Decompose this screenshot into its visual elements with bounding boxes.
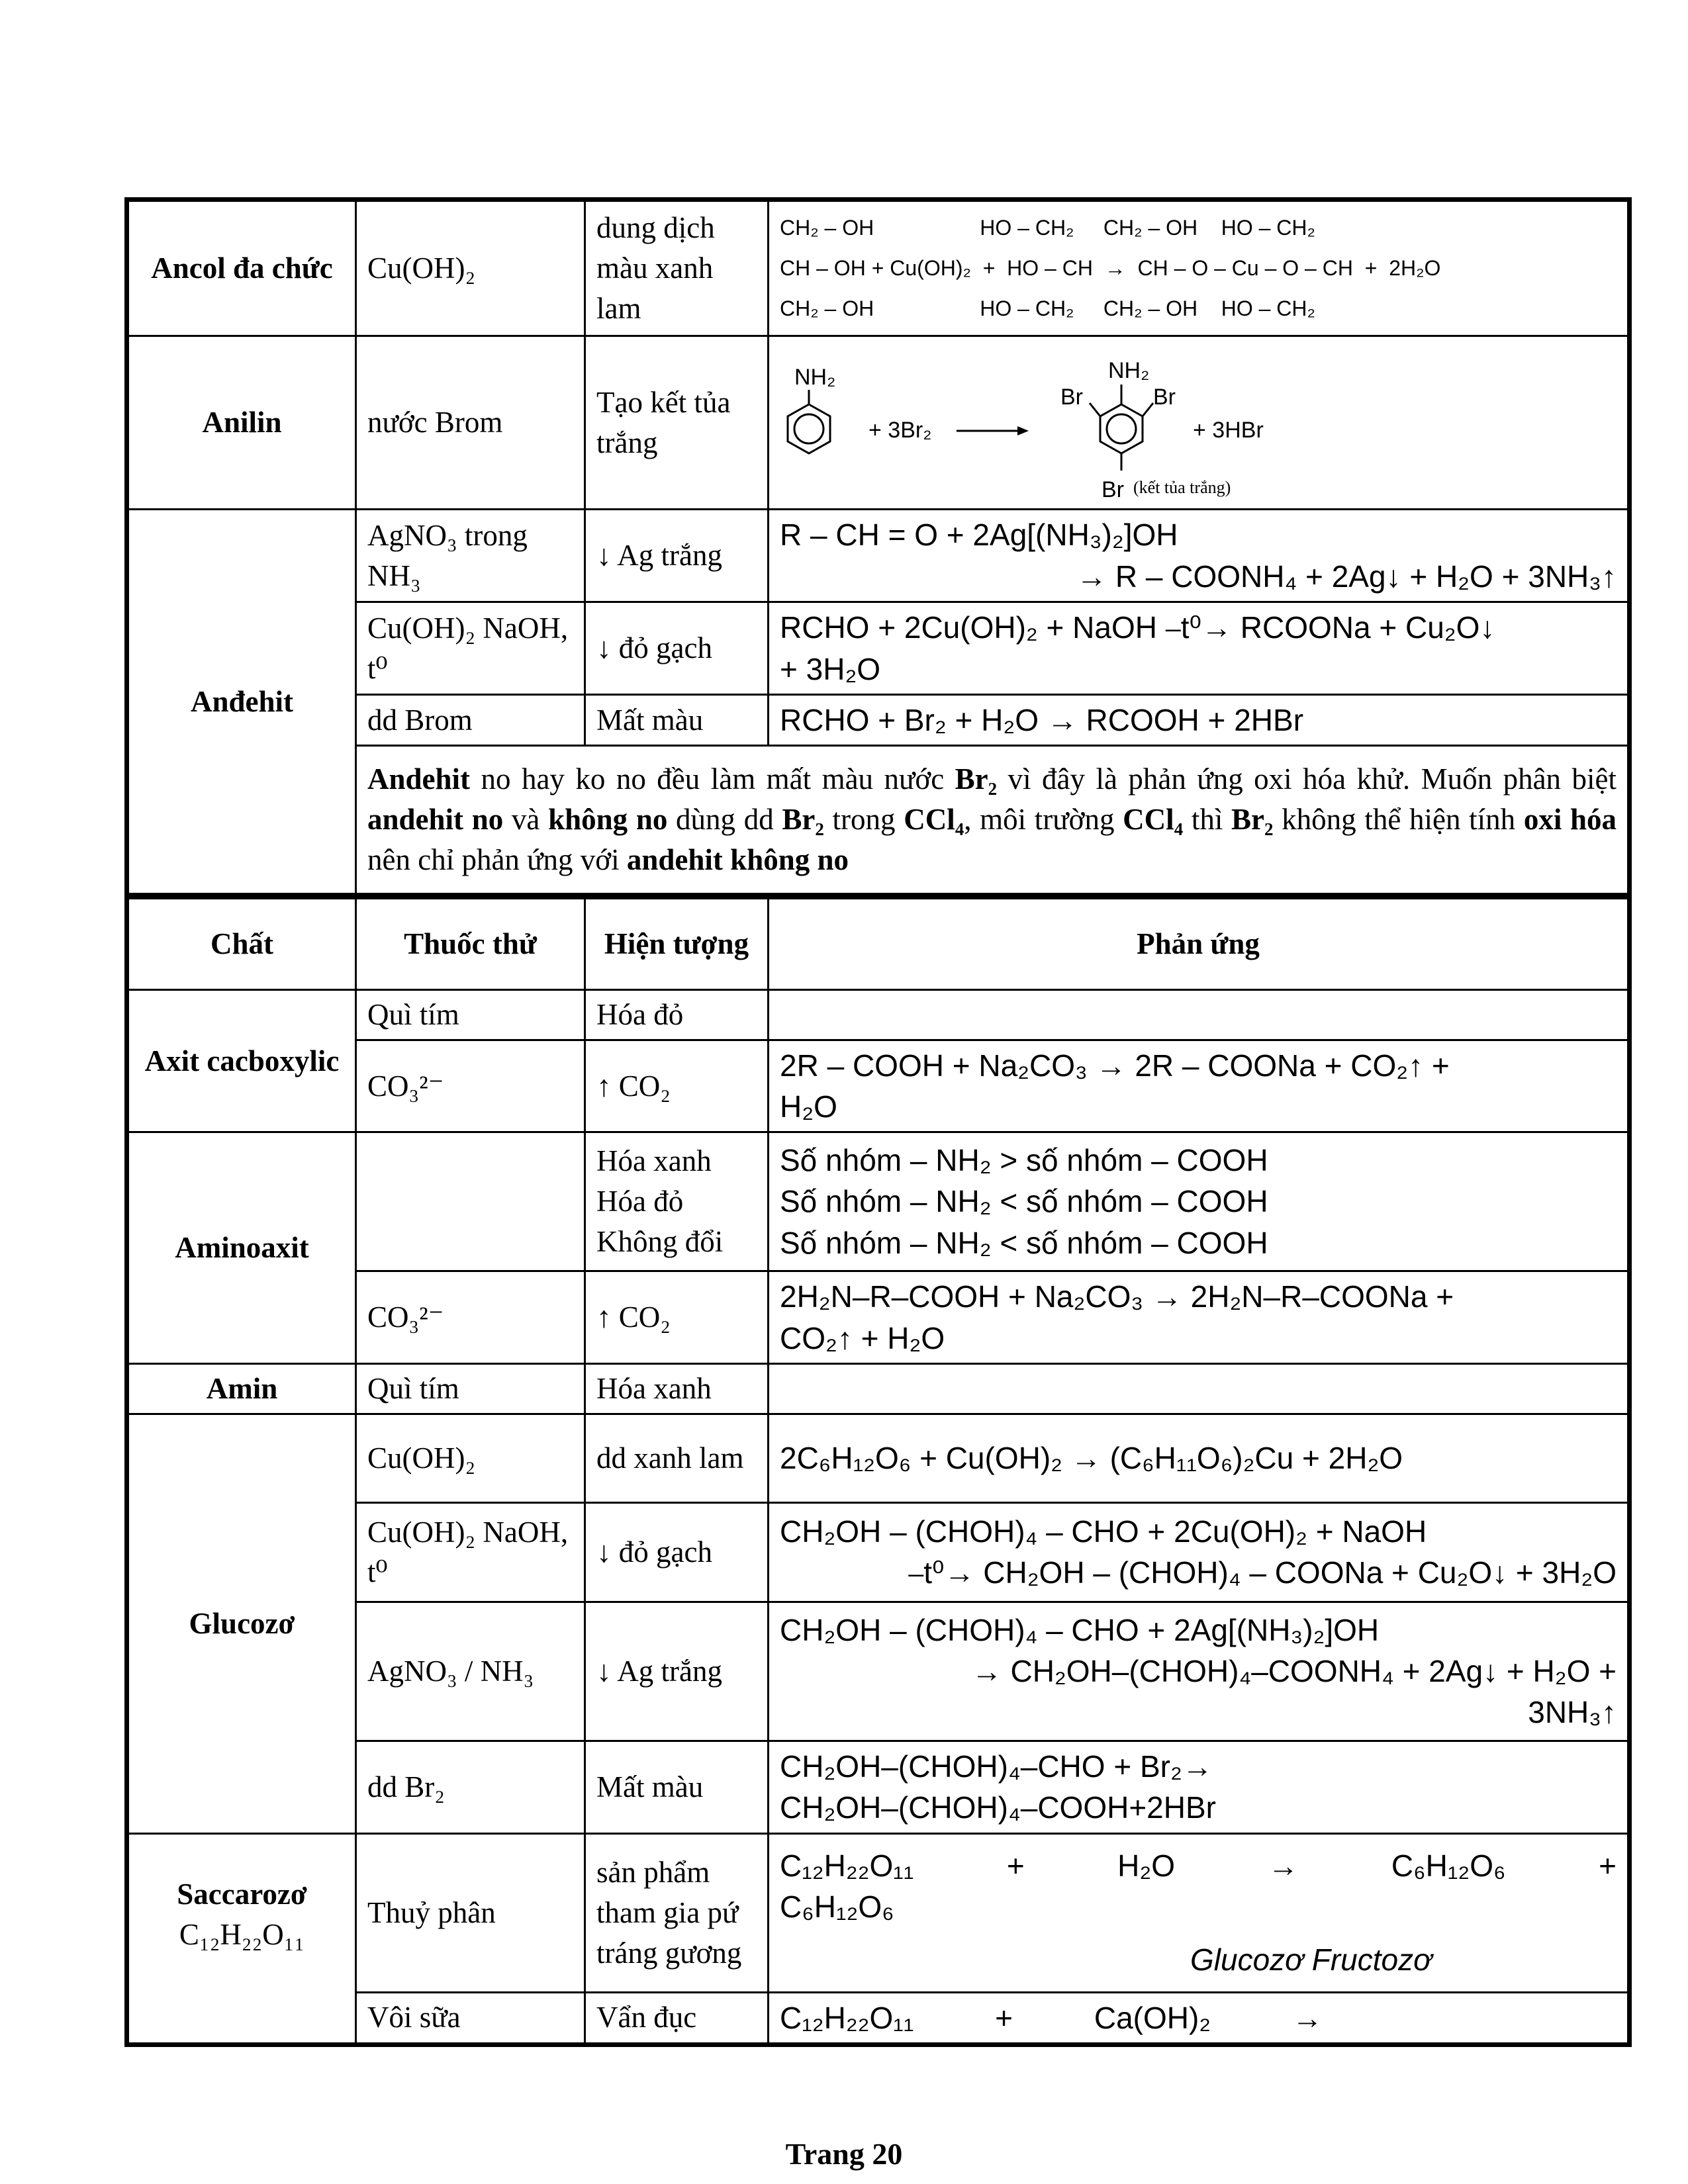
- phenomenon-line: Hóa đỏ: [596, 1185, 684, 1218]
- benzene-ring-aniline: [788, 390, 830, 453]
- reagent-cell: CO₃²⁻: [356, 1271, 585, 1364]
- note-bold: andehit no: [367, 803, 504, 837]
- equation-line: RCHO + 2Cu(OH)₂ + NaOH ⎯t⁰→ RCOONa + Cu₂O↓: [780, 610, 1495, 645]
- equation-line: CH₂OH–(CHOH)₄–CHO + Br₂→: [780, 1749, 1213, 1784]
- reagent-cell: nước Brom: [356, 336, 585, 510]
- precipitate-note: (kết tủa trắng): [1133, 477, 1231, 497]
- reagent-cell: Vôi sữa: [356, 1992, 585, 2044]
- phenomenon-cell: dung dịch màu xanh lam: [585, 200, 769, 336]
- br-label: Br: [1060, 384, 1083, 410]
- phenomenon-cell: Mất màu: [585, 695, 769, 746]
- equation-line: CH₂OH – (CHOH)₄ – CHO + 2Ag[(NH₃)₂]OH: [780, 1613, 1380, 1648]
- subject-aminoaxit: Aminoaxit: [127, 1132, 356, 1364]
- equation-cell: [769, 1502, 1630, 1602]
- phenomenon-cell: Mất màu: [585, 1741, 769, 1833]
- equation-line: 2H₂N–R–COOH + Na₂CO₃ → 2H₂N–R–COONa +: [780, 1279, 1454, 1314]
- header-thuoc-thu: Thuốc thử: [356, 897, 585, 990]
- equation-line: CH₂ – OH HO – CH₂ CH₂ – OH HO – CH₂: [780, 296, 1315, 320]
- equation-cell: [769, 1271, 1630, 1364]
- subject-name: Saccarozơ: [177, 1877, 307, 1911]
- row-anilin: [127, 336, 1630, 510]
- row-amin: [127, 1364, 1630, 1414]
- subject-anilin: Anilin: [127, 336, 356, 510]
- row-glucozo-1: [127, 1414, 1630, 1502]
- reagent-cell: dd Brom: [356, 695, 585, 746]
- reagent-cell: Cu(OH)₂ NaOH, t⁰: [356, 602, 585, 695]
- equation-line: CH₂ – OH HO – CH₂ CH₂ – OH HO – CH₂: [780, 216, 1315, 240]
- reagent-cell: Cu(OH)₂ NaOH, t⁰: [356, 1502, 585, 1602]
- equation-cell: [769, 1132, 1630, 1271]
- phenomenon-cell: [585, 1132, 769, 1271]
- equation-cell: [769, 1741, 1630, 1833]
- nh2-label: NH₂: [1108, 357, 1150, 383]
- equation-cell: RCHO + Br₂ + H₂O → RCOOH + 2HBr: [769, 695, 1630, 746]
- phenomenon-cell: ↑ CO₂: [585, 1271, 769, 1364]
- ancol-glycerol-equation: [769, 200, 1630, 336]
- phenomenon-cell: Tạo kết tủa trắng: [585, 336, 769, 510]
- reaction-table-1: [124, 197, 1632, 895]
- subject-axit: Axit cacboxylic: [127, 990, 356, 1132]
- note-text: không thể hiện tính: [1273, 803, 1524, 837]
- phenomenon-cell: ↓ đỏ gạch: [585, 602, 769, 695]
- note-text: dùng dd: [667, 803, 782, 837]
- note-bold: Br₂: [955, 762, 998, 796]
- subject-ancol: Ancol đa chức: [127, 200, 356, 336]
- note-text: thì: [1183, 803, 1232, 837]
- br-label: Br: [1153, 384, 1176, 410]
- eq-term: H₂O: [1117, 1848, 1175, 1884]
- phenomenon-cell: ↑ CO₂: [585, 1040, 769, 1132]
- phenomenon-cell: ↓ Ag trắng: [585, 1602, 769, 1741]
- anilin-bromination-diagram: [769, 338, 1627, 508]
- equation-line: → R – COONH₄ + 2Ag↓ + H₂O + 3NH₃↑: [1076, 559, 1617, 594]
- note-bold: Br₂: [782, 803, 824, 837]
- equation-cell: [769, 1992, 1630, 2044]
- equation-cell: [769, 1040, 1630, 1132]
- equation-cell: [769, 1602, 1630, 1741]
- subject-amin: Amin: [127, 1364, 356, 1414]
- equation-line: 2R – COOH + Na₂CO₃ → 2R – COONa + CO₂↑ +: [780, 1048, 1450, 1083]
- eq-term: C₁₂H₂₂O₁₁: [780, 1848, 914, 1884]
- equation-cell: [769, 990, 1630, 1040]
- header-chat: Chất: [127, 897, 356, 990]
- note-bold: Andehit: [367, 762, 471, 796]
- note-text: trong: [823, 803, 904, 837]
- benzene-ring-tribromoaniline: [1090, 385, 1153, 471]
- page-number: Trang 20: [785, 2137, 903, 2171]
- reagent-cell: Cu(OH)₂: [356, 200, 585, 336]
- reagent-cell: dd Br₂: [356, 1741, 585, 1833]
- page-content: [124, 197, 1627, 2047]
- note-bold: không no: [548, 803, 668, 837]
- note-text: , môi trường: [964, 803, 1123, 837]
- note-bold: CCl₄: [1123, 803, 1184, 837]
- phenomenon-cell: Hóa đỏ: [585, 990, 769, 1040]
- row-axit-1: [127, 990, 1630, 1040]
- eq-term: →: [1291, 2000, 1323, 2035]
- equation-line: ⎯t⁰→ CH₂OH – (CHOH)₄ – COONa + Cu₂O↓ + 3H₂O: [908, 1555, 1617, 1590]
- phenomenon-cell: Vẩn đục: [585, 1992, 769, 2044]
- equation-line: CO₂↑ + H₂O: [780, 1320, 945, 1355]
- br-label: Br: [1102, 477, 1124, 502]
- reagent-cell: AgNO₃ trong NH₃: [356, 510, 585, 602]
- subject-formula: C₁₂H₂₂O₁₁: [179, 1917, 305, 1951]
- phenomenon-line: Hóa xanh: [596, 1144, 712, 1178]
- note-text: vì đây là phản ứng oxi hóa khử. Muốn phân biệt: [997, 762, 1617, 796]
- row-aminoaxit-1: [127, 1132, 1630, 1271]
- product-names: Glucozơ Fructozơ: [1190, 1942, 1432, 1978]
- reagent-cell: [356, 1132, 585, 1271]
- eq-term: +: [1006, 1848, 1025, 1884]
- anilin-equation: [769, 336, 1630, 510]
- equation-cell: [769, 510, 1630, 602]
- equation-line: 3NH₃↑: [1528, 1695, 1617, 1730]
- equation-line: + 3H₂O: [780, 651, 881, 686]
- phenomenon-cell: Hóa xanh: [585, 1364, 769, 1414]
- equation-cell: [769, 602, 1630, 695]
- reagent-label: + 3Br₂: [868, 417, 932, 443]
- equation-line: [780, 1997, 1323, 2038]
- equation-cell: [769, 1833, 1630, 1992]
- reagent-cell: AgNO₃ / NH₃: [356, 1602, 585, 1741]
- product-label: + 3HBr: [1193, 417, 1264, 443]
- phenomenon-cell: dd xanh lam: [585, 1414, 769, 1502]
- equation-cell: [769, 1364, 1630, 1414]
- equation-line: [780, 1845, 1617, 1886]
- note-text: nên chỉ phản ứng với: [367, 842, 627, 876]
- equation-line: H₂O: [780, 1089, 837, 1124]
- reagent-cell: Thuỷ phân: [356, 1833, 585, 1992]
- subject-andehit: Anđehit: [127, 510, 356, 894]
- reagent-cell: Quì tím: [356, 990, 585, 1040]
- equation-line: R – CH = O + 2Ag[(NH₃)₂]OH: [780, 518, 1178, 553]
- note-bold: CCl₄: [904, 803, 964, 837]
- equation-line: Số nhóm – NH₂ > số nhóm – COOH: [780, 1143, 1268, 1178]
- eq-term: C₁₂H₂₂O₁₁: [780, 2000, 914, 2035]
- nh2-label: NH₂: [794, 364, 836, 390]
- row-andehit-1: [127, 510, 1630, 602]
- eq-term: C₆H₁₂O₆: [1391, 1848, 1506, 1884]
- equation-line: CH – OH + Cu(OH)₂ + HO – CH → CH – O – Cu – O – CH + 2H₂O: [780, 256, 1441, 281]
- eq-term: Ca(OH)₂: [1094, 2000, 1211, 2035]
- equation-line: Số nhóm – NH₂ < số nhóm – COOH: [780, 1225, 1268, 1260]
- subject-glucozo: Glucozơ: [127, 1414, 356, 1833]
- phenomenon-cell: ↓ đỏ gạch: [585, 1502, 769, 1602]
- note-text: và: [503, 803, 549, 837]
- equation-line: CH₂OH – (CHOH)₄ – CHO + 2Cu(OH)₂ + NaOH: [780, 1514, 1427, 1549]
- eq-term: →: [1268, 1848, 1299, 1884]
- reagent-cell: CO₃²⁻: [356, 1040, 585, 1132]
- equation-cell: 2C₆H₁₂O₆ + Cu(OH)₂ → (C₆H₁₁O₆)₂Cu + 2H₂O: [769, 1414, 1630, 1502]
- equation-line: C₆H₁₂O₆: [780, 1889, 894, 1925]
- equation-line: CH₂OH–(CHOH)₄–COOH+2HBr: [780, 1790, 1216, 1825]
- eq-term: +: [1599, 1848, 1617, 1884]
- row-ancol: [127, 200, 1630, 336]
- equation-line: → CH₂OH–(CHOH)₄–COONH₄ + 2Ag↓ + H₂O +: [971, 1654, 1617, 1689]
- note-bold: andehit không no: [626, 842, 849, 876]
- note-bold: oxi hóa: [1523, 803, 1617, 837]
- note-text: no hay ko no đều làm mất màu nước: [470, 762, 955, 796]
- eq-term: +: [995, 2000, 1013, 2035]
- header-hien-tuong: Hiện tượng: [585, 897, 769, 990]
- equation-line: Số nhóm – NH₂ < số nhóm – COOH: [780, 1184, 1268, 1219]
- note-bold: Br₂: [1231, 803, 1274, 837]
- phenomenon-cell: ↓ Ag trắng: [585, 510, 769, 602]
- arrow-head: [1017, 426, 1029, 435]
- reaction-table-2: [124, 895, 1632, 2047]
- phenomenon-cell: sản phẩm tham gia pứ tráng gương: [585, 1833, 769, 1992]
- header-row: [127, 897, 1630, 990]
- phenomenon-line: Không đổi: [596, 1224, 724, 1258]
- header-phan-ung: Phản ứng: [769, 897, 1630, 990]
- reagent-cell: Quì tím: [356, 1364, 585, 1414]
- reagent-cell: Cu(OH)₂: [356, 1414, 585, 1502]
- andehit-note: [356, 746, 1630, 894]
- subject-saccarozo: [127, 1833, 356, 2044]
- row-saccarozo-1: [127, 1833, 1630, 1992]
